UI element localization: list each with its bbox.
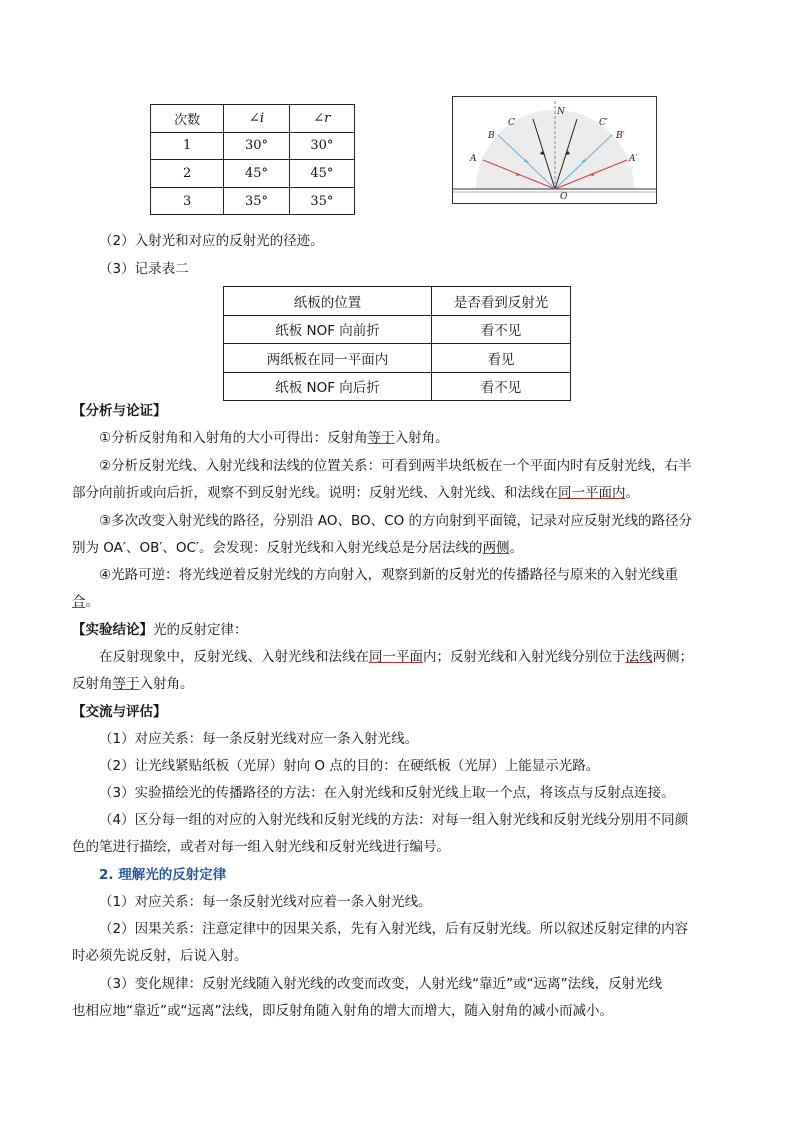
- table-cell: 看见: [432, 344, 571, 373]
- paragraph: [72, 675, 742, 693]
- table-cell: 纸板 NOF 向前折: [224, 315, 432, 344]
- label-A-prime: A′: [629, 154, 638, 164]
- text: 。: [625, 485, 639, 501]
- paragraph: 时必须先说反射，后说入射。: [72, 948, 248, 964]
- text: 入射角。: [139, 676, 194, 692]
- observation-table: [223, 286, 571, 401]
- label-N: N: [557, 107, 565, 117]
- table-cell: 30°: [289, 132, 354, 160]
- table-header-cell: ∠r: [289, 105, 354, 133]
- table-cell: 35°: [224, 187, 289, 215]
- text: 。: [509, 540, 524, 556]
- section-heading: 【分析与论证】: [72, 403, 167, 419]
- table-row: [224, 315, 571, 344]
- answer-underline: 法线: [625, 649, 653, 665]
- paragraph: [72, 621, 742, 639]
- table-cell: 纸板 NOF 向后折: [224, 372, 432, 401]
- paragraph: （2）入射光和对应的反射光的径迹。: [99, 233, 324, 249]
- table-header-cell: 纸板的位置: [224, 287, 432, 316]
- section-heading: 【实验结论】: [72, 622, 153, 638]
- paragraph: （1）对应关系：每一条反射光线对应一条入射光线。: [99, 731, 419, 747]
- table-cell: 2: [151, 160, 224, 188]
- angle-table: [150, 104, 355, 215]
- table-header-cell: 次数: [151, 105, 224, 133]
- label-B: B: [488, 131, 495, 141]
- text: 。: [85, 594, 99, 610]
- text: 两侧；: [652, 649, 693, 665]
- label-O: O: [560, 192, 568, 202]
- paragraph: （4）区分每一组的对应的入射光线和反射光线的方法：对每一组入射光线和反射光线分别用不同颜: [99, 812, 689, 828]
- paragraph: （3）变化规律：反射光线随入射光线的改变而改变，人射光线“靠近”或“远离”法线，反射光线: [99, 976, 663, 992]
- text: 部分向前折或向后折，观察不到反射光线。说明：反射光线、入射光线、和法线在: [72, 485, 558, 501]
- paragraph: [72, 593, 742, 611]
- section-heading: 【交流与评估】: [72, 704, 167, 720]
- table-header-row: [224, 287, 571, 316]
- text: 在反射现象中，反射光线、入射光线和法线在: [99, 649, 369, 665]
- text: 入射角。: [394, 430, 449, 446]
- table-cell: 看不见: [432, 315, 571, 344]
- table-cell: 45°: [289, 160, 354, 188]
- paragraph: （3）记录表二: [99, 261, 189, 277]
- text: 反射角: [72, 676, 113, 692]
- answer-underline: 同一平面: [369, 649, 423, 665]
- table-cell: 两纸板在同一平面内: [224, 344, 432, 373]
- table-row: [151, 187, 355, 215]
- table-header-row: [151, 105, 355, 133]
- table-row: [224, 372, 571, 401]
- paragraph: （2）让光线紧贴纸板（光屏）射向 O 点的目的：在硬纸板（光屏）上能显示光路。: [99, 758, 600, 774]
- text: 光的反射定律：: [153, 622, 248, 638]
- paragraph: ③多次改变入射光线的路径，分别沿 AO、BO、CO 的方向射到平面镜，记录对应反射光线的路径分: [99, 513, 693, 529]
- answer-underline: 等于: [367, 430, 395, 446]
- paragraph: [99, 429, 719, 447]
- paragraph: [72, 484, 742, 502]
- label-C: C: [508, 118, 515, 128]
- table-row: [224, 344, 571, 373]
- label-B-prime: B′: [616, 131, 625, 141]
- label-A: A: [470, 154, 477, 164]
- paragraph: 色的笔进行描绘，或者对每一组入射光线和反射光线进行编号。: [72, 839, 450, 855]
- section-title: 2. 理解光的反射定律: [99, 867, 227, 883]
- text: 别为 OA′、OB′、OC′。会发现：反射光线和入射光线总是分居法线的: [72, 540, 483, 556]
- paragraph: （2）因果关系：注意定律中的因果关系，先有入射光线，后有反射光线。所以叙述反射定律的内容: [99, 921, 689, 937]
- answer-underline: 同一平面内: [558, 485, 626, 501]
- answer-underline: 合: [72, 594, 86, 610]
- table-row: [151, 132, 355, 160]
- label-C-prime: C′: [599, 118, 608, 128]
- table-cell: 45°: [224, 160, 289, 188]
- table-cell: 3: [151, 187, 224, 215]
- paragraph: ④光路可逆：将光线逆着反射光线的方向射入，观察到新的反射光的传播路径与原来的入射光线重: [99, 567, 679, 583]
- paragraph: （3）实验描绘光的传播路径的方法：在入射光线和反射光线上取一个点，将该点与反射点连接。: [99, 785, 675, 801]
- table-cell: 30°: [224, 132, 289, 160]
- table-header-cell: ∠i: [224, 105, 289, 133]
- paragraph: ②分析反射光线、入射光线和法线的位置关系：可看到两半块纸板在一个平面内时有反射光线，右半: [99, 458, 692, 474]
- reflection-diagram-svg: [453, 97, 656, 203]
- paragraph: [99, 648, 719, 666]
- table-cell: 看不见: [432, 372, 571, 401]
- answer-underline: 等于: [112, 676, 140, 692]
- table-cell: 1: [151, 132, 224, 160]
- table-header-cell: 是否看到反射光: [432, 287, 571, 316]
- table-cell: 35°: [289, 187, 354, 215]
- text: ①分析反射角和入射角的大小可得出：反射角: [99, 430, 368, 446]
- text: 内；反射光线和入射光线分别位于: [423, 649, 626, 665]
- reflection-diagram: [452, 96, 657, 204]
- answer-underline: 两侧: [482, 540, 510, 556]
- paragraph: （1）对应关系：每一条反射光线对应着一条入射光线。: [99, 894, 432, 910]
- table-row: [151, 160, 355, 188]
- paragraph: [72, 539, 742, 557]
- paragraph: 也相应地“靠近”或“远离”法线，即反射角随入射角的增大而增大，随入射角的减小而减小。: [72, 1003, 613, 1019]
